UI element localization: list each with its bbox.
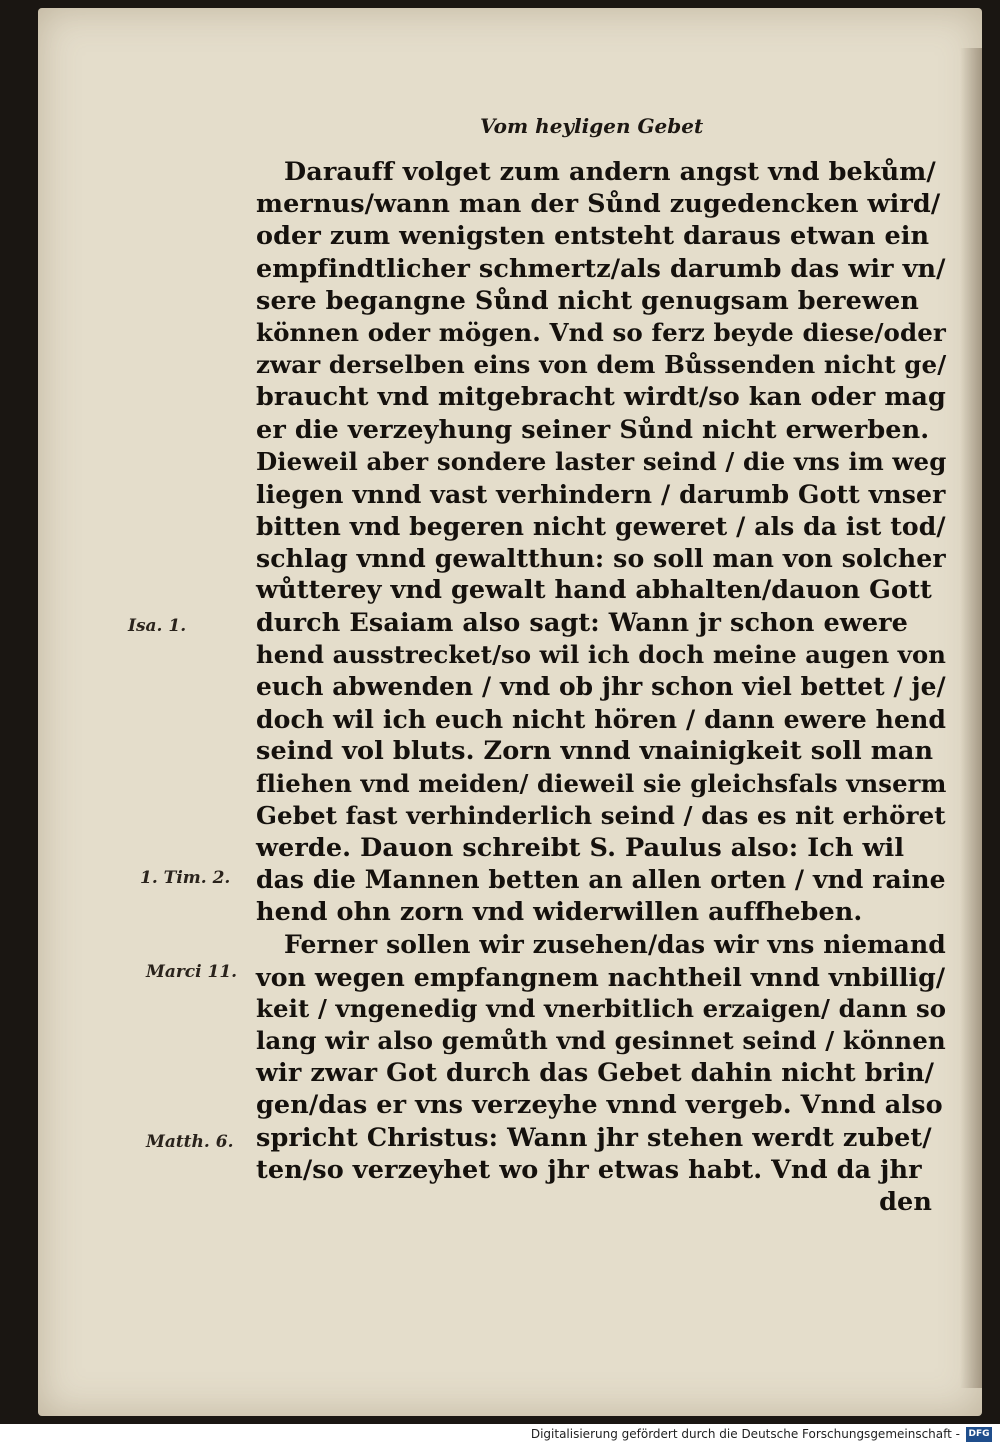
page-edge	[960, 48, 982, 1388]
running-header: Vom heyligen Gebet	[480, 114, 704, 138]
text-line: hend ausstrecket/so wil ich doch meine augen von	[256, 639, 946, 669]
text-line: ten/so verzeyhet wo jhr etwas habt. Vnd da jhr	[256, 1154, 922, 1185]
text-line: seind vol bluts. Zorn vnnd vnainigkeit soll man	[256, 736, 934, 767]
text-line: fliehen vnd meiden/ dieweil sie gleichsfals vnserm	[256, 768, 947, 798]
main-text-block	[256, 156, 946, 1218]
text-line: spricht Christus: Wann jhr stehen werdt zubet/	[256, 1122, 932, 1153]
text-line: oder zum wenigsten entsteht daraus etwan ein	[256, 221, 930, 252]
margin-note-marci: Marci 11.	[146, 962, 238, 982]
text-line: er die verzeyhung seiner Sůnd nicht erwerben.	[256, 414, 930, 445]
margin-note-esaiam: Isa. 1.	[128, 616, 187, 636]
text-line: sere begangne Sůnd nicht genugsam berewen	[256, 285, 919, 316]
text-line: liegen vnnd vast verhindern / darumb Gott vnser	[256, 478, 946, 509]
text-line: gen/das er vns verzeyhe vnnd vergeb. Vnnd also	[256, 1090, 943, 1121]
footer-credit: Digitalisierung gefördert durch die Deutsche Forschungsgemeinschaft -	[530, 1427, 960, 1441]
footer-bar	[0, 1424, 1000, 1446]
text-line: von wegen empfangnem nachtheil vnnd vnbillig/	[256, 961, 946, 992]
text-line: hend ohn zorn vnd widerwillen auffheben.	[256, 897, 863, 928]
text-line: Dieweil aber sondere laster seind / die vns im weg	[256, 446, 947, 476]
text-line: schlag vnnd gewaltthun: so soll man von solcher	[256, 543, 946, 574]
text-line: Darauff volget zum andern angst vnd bekům/	[284, 157, 936, 187]
text-line: mernus/wann man der Sůnd zugedencken wird/	[256, 189, 941, 220]
text-line: Ferner sollen wir zusehen/das wir vns niemand	[284, 929, 946, 959]
text-line: zwar derselben eins von dem Bůssenden nicht ge/	[256, 350, 947, 380]
text-line: können oder mögen. Vnd so ferz beyde diese/oder	[256, 317, 946, 347]
catchword: den	[879, 1187, 932, 1217]
text-line: empfindtlicher schmertz/als darumb das wir vn/	[256, 253, 946, 284]
text-line: keit / vngenedig vnd vnerbitlich erzaigen/ dann so	[256, 993, 947, 1023]
text-line: durch Esaiam also sagt: Wann jr schon ewere	[256, 607, 909, 638]
text-line: wir zwar Got durch das Gebet dahin nicht brin/	[256, 1058, 935, 1089]
text-line: Gebet fast verhinderlich seind / das es nit erhöret	[256, 800, 946, 830]
margin-note-timothy: 1. Tim. 2.	[140, 868, 231, 888]
text-line: werde. Dauon schreibt S. Paulus also: Ich wil	[256, 832, 905, 863]
margin-note-matth: Matth. 6.	[146, 1132, 234, 1152]
text-line: lang wir also gemůth vnd gesinnet seind / können	[256, 1026, 946, 1056]
text-line: bitten vnd begeren nicht geweret / als da ist tod/	[256, 511, 946, 542]
dfg-logo: DFG	[966, 1427, 992, 1442]
text-line: braucht vnd mitgebracht wirdt/so kan oder mag	[256, 382, 946, 413]
text-line: wůtterey vnd gewalt hand abhalten/dauon Gott	[256, 575, 932, 606]
text-line: das die Mannen betten an allen orten / vnd raine	[256, 865, 946, 895]
text-line: euch abwenden / vnd ob jhr schon viel bettet / je/	[256, 672, 946, 701]
text-line: doch wil ich euch nicht hören / dann ewere hend	[256, 704, 947, 735]
